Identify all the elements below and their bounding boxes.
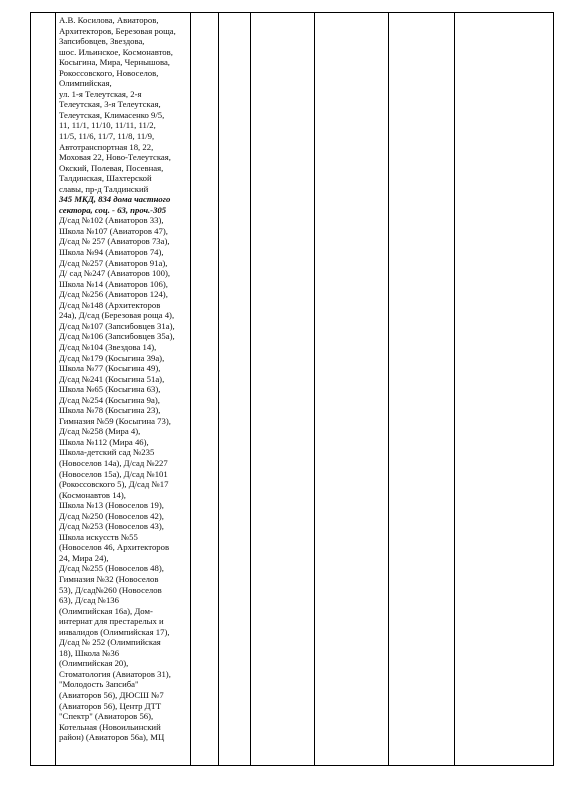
address-table — [30, 12, 554, 766]
table-cell-empty-1 — [191, 13, 219, 766]
table-cell-addresses — [56, 13, 191, 766]
addresses-streets: А.В. Косилова, Авиаторов, Архитекторов, Березовая роща, Запсибовцев, Звездова, шос. Ильинское, Космонавтов, Косыгина, Мира, Чернышова, Рокоссовского, Новоселов, Олимпийская, ул. 1-я Телеутская, 2-я Телеутская, 3-я Телеутская, Телеутская, Климасенко 9/5, 11, 11/1, 11/10, 11/11, 11/2, 11/5, 11/6, 11/7, 11/8, 11/9, Автотранспортная 18, 22, Моховая 22, Ново-Телеутская, Окский, Полевая, Посевная, Талдинская, Шахтерской славы, пр-д Талдинский — [59, 15, 176, 194]
table-cell-empty-5 — [389, 13, 455, 766]
table-cell-empty-2 — [219, 13, 251, 766]
table-cell-empty-3 — [251, 13, 315, 766]
table-cell-empty-4 — [315, 13, 389, 766]
addresses-text — [56, 13, 190, 743]
buildings-summary: 345 МКД, 834 дома частного сектора, соц. - 63, проч.-305 — [59, 194, 171, 215]
table-row — [31, 13, 554, 766]
table-cell-empty-6 — [455, 13, 554, 766]
addresses-facilities: Д/сад №102 (Авиаторов 33), Школа №107 (Авиаторов 47), Д/сад № 257 (Авиаторов 73а), Школа №94 (Авиаторов 74), Д/сад №257 (Авиаторов 91а), Д/ сад №247 (Авиаторов 100), Школа №14 (Авиаторов 106), Д/сад №256 (Авиаторов 124), Д/сад №148 (Архитекторов 24а), Д/сад (Березовая роща 4), Д/сад №107 (Запсибовцев 31а), Д/сад №106 (Запсибовцев 35а), Д/сад №104 (Звездова 14), Д/сад №179 (Косыгина 39а), Школа №77 (Косыгина 49), Д/сад №241 (Косыгина 51а), Школа №65 (Косыгина 63), Д/сад №254 (Косыгина 9а), Школа №78 (Косыгина 23), Гимназия №59 (Косыгина 73), Д/сад №258 (Мира 4), Школа №112 (Мира 46), Школа-детский сад №235 (Новоселов 14а), Д/сад №227 (Новоселов 15а), Д/сад №101 (Рокоссовского 5), Д/сад №17 (Космонавтов 14), Школа №13 (Новоселов 19), Д/сад №250 (Новоселов 42), Д/сад №253 (Новоселов 43), Школа искусств №55 (Новоселов 46, Архитекторов 24, Мира 24), Д/сад №255 (Новоселов 48), Гимназия №32 (Новоселов 53), Д/сад№260 (Новоселов 63), Д/сад №136 (Олимпийская 16а), Дом- интернат для престарелых и инвалидов (Олимпийская 17), Д/сад № 252 (Олимпийская 18), Школа №36 (Олимпийская 20), Стоматология (Авиаторов 31), "Молодость Запсиба" (Авиаторов 56), ДЮСШ №7 (Авиаторов 56), Центр ДТТ "Спектр" (Авиаторов 56), Котельная (Новоильинский район) (Авиаторов 56а), МЦ — [59, 215, 175, 743]
table-cell-number — [31, 13, 56, 766]
